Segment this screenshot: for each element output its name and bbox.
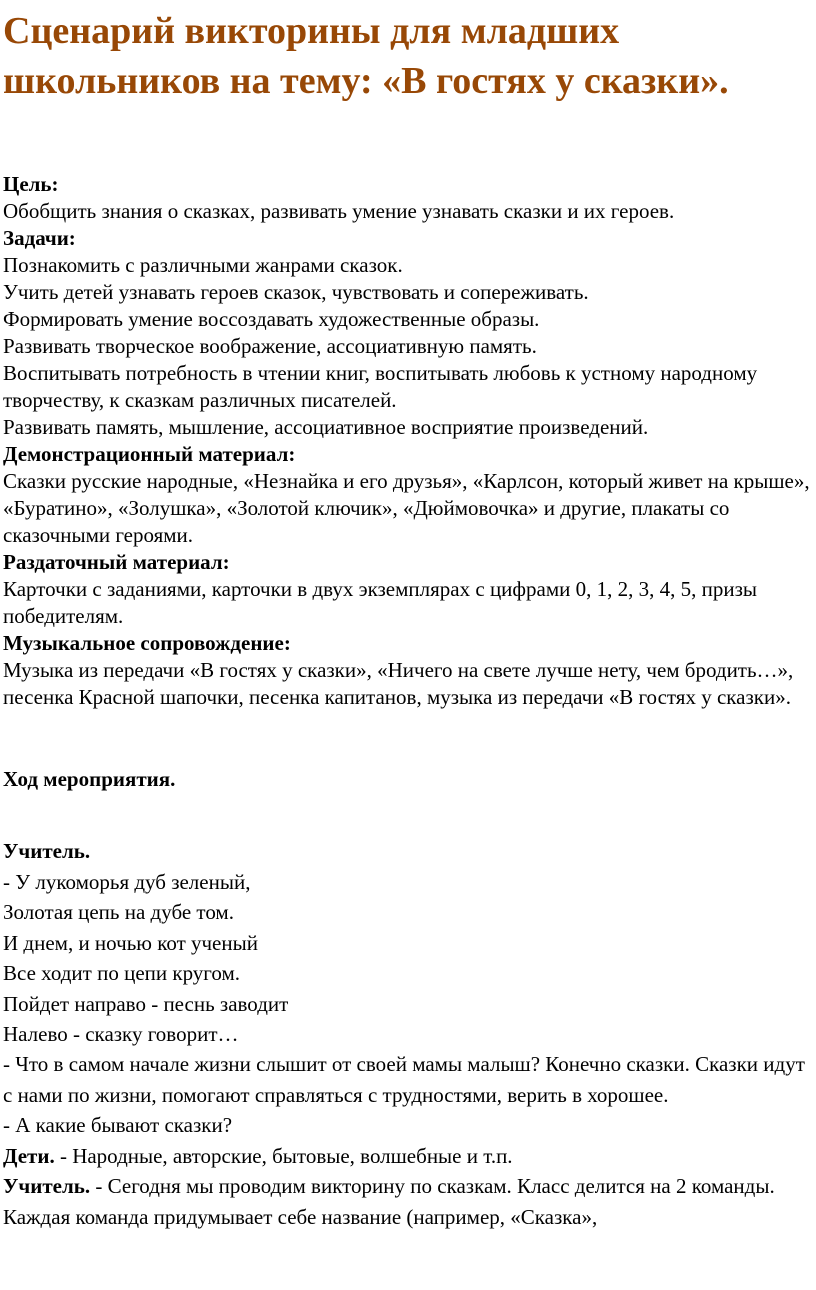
dialog-paragraph: - А какие бывают сказки? [3,1113,233,1137]
goal-heading: Цель: [3,172,59,196]
demo-heading: Демонстрационный материал: [3,442,296,466]
handout-heading: Раздаточный материал: [3,550,230,574]
poem-line: - У лукоморья дуб зеленый, [3,869,251,894]
task-item: Учить детей узнавать героев сказок, чувствовать и сопереживать. [3,280,589,304]
poem-line: Золотая цепь на дубе том. [3,900,234,924]
teacher-heading: Учитель. [3,839,91,863]
poem-line: Все ходит по цепи кругом. [3,961,241,985]
music-heading: Музыкальное сопровождение: [3,631,291,655]
poem-line: И днем, и ночью кот ученый [3,930,258,955]
task-item: Воспитывать потребность в чтении книг, воспитывать любовь к устному народному творчеству, к сказкам различных писателей. [3,361,758,412]
event-heading: Ход мероприятия. [3,767,176,791]
goal-text: Обобщить знания о сказках, развивать умение узнавать сказки и их героев. [3,199,675,223]
children-reply [3,1141,813,1172]
teacher-text: - Сегодня мы проводим викторину по сказкам. Класс делится на 2 команды. Каждая команда придумывает себе название (например, «Сказка», [3,1174,775,1229]
handout-text: Карточки с заданиями, карточки в двух экземплярах с цифрами 0, 1, 2, 3, 4, 5, призы победителям. [3,577,758,628]
poem-line: Пойдет направо - песнь заводит [3,991,289,1016]
children-text: - Народные, авторские, бытовые, волшебные и т.п. [54,1143,513,1168]
teacher-reply [3,1171,813,1232]
demo-text: Сказки русские народные, «Незнайка и его друзья», «Карлсон, который живет на крыше», «Буратино», «Золушка», «Золотой ключик», «Дюймовочка» и другие, плакаты со сказочными героями. [3,469,810,547]
poem-line: Налево - сказку говорит… [3,1022,239,1046]
music-text: Музыка из передачи «В гостях у сказки», «Ничего на свете лучше нету, чем бродить…», песенка Красной шапочки, песенка капитанов, музыка из передачи «В гостях у сказки». [3,658,794,709]
tasks-heading: Задачи: [3,226,76,250]
task-item: Развивать творческое воображение, ассоциативную память. [3,334,537,358]
children-label: Дети. [3,1143,55,1168]
task-item: Познакомить с различными жанрами сказок. [3,253,403,277]
poem-section [3,836,813,1050]
dialog-section [3,1049,813,1232]
dialog-paragraph: - Что в самом начале жизни слышит от своей мамы малыш? Конечно сказки. Сказки идут с нами по жизни, помогают справляться с трудностями, верить в хорошее. [3,1052,805,1107]
task-item: Развивать память, мышление, ассоциативное восприятие произведений. [3,415,649,439]
event-section [3,766,813,793]
teacher-label: Учитель. [3,1174,91,1198]
goal-section [3,171,813,711]
document-title: Сценарий викторины для младших школьников на тему: «В гостях у сказки». [3,10,729,102]
task-item: Формировать умение воссоздавать художественные образы. [3,307,540,331]
